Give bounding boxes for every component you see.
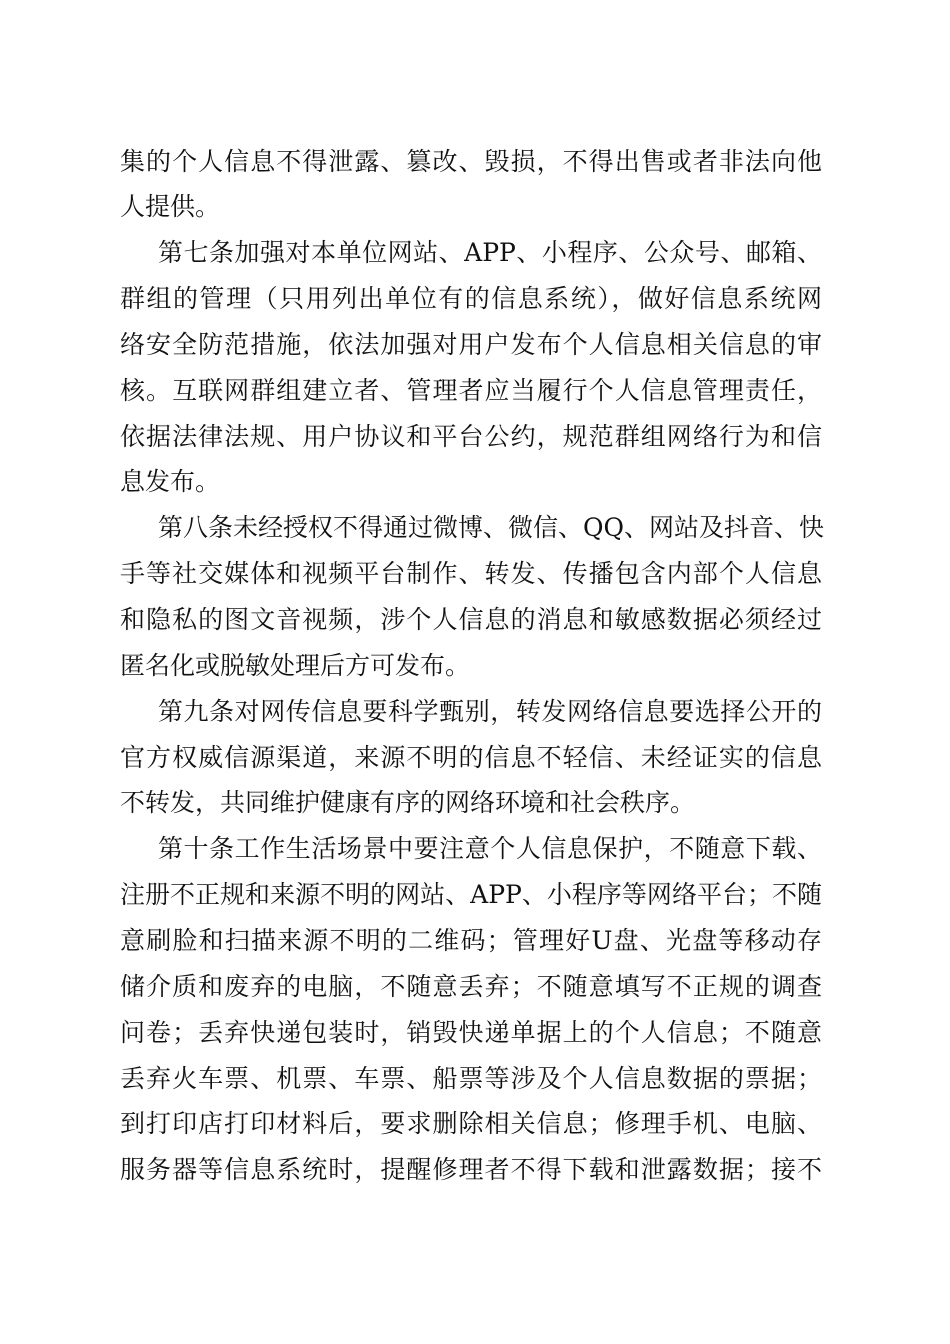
text-line-5: 络安全防范措施，依法加强对用户发布个人信息相关信息的审: [120, 330, 822, 359]
text-line-1: 集的个人信息不得泄露、篡改、毁损，不得出售或者非法向他: [120, 147, 822, 176]
text-line-6: 核。互联网群组建立者、管理者应当履行个人信息管理责任，: [120, 376, 822, 405]
text-line-4: 群组的管理（只用列出单位有的信息系统），做好信息系统网: [120, 284, 822, 313]
text-line-13: 第九条对网传信息要科学甄别，转发网络信息要选择公开的: [158, 697, 822, 726]
text-line-2: 人提供。: [120, 192, 221, 221]
text-line-12: 匿名化或脱敏处理后方可发布。: [120, 651, 471, 680]
text-line-18: 意刷脸和扫描来源不明的二维码；管理好U盘、光盘等移动存: [120, 926, 822, 955]
text-line-8: 息发布。: [120, 467, 221, 496]
text-line-16: 第十条工作生活场景中要注意个人信息保护，不随意下载、: [158, 834, 822, 863]
text-line-21: 丢弃火车票、机票、车票、船票等涉及个人信息数据的票据；: [120, 1064, 822, 1093]
text-line-14: 官方权威信源渠道，来源不明的信息不轻信、未经证实的信息: [120, 743, 822, 772]
text-line-10: 手等社交媒体和视频平台制作、转发、传播包含内部个人信息: [120, 559, 822, 588]
text-line-15: 不转发，共同维护健康有序的网络环境和社会秩序。: [120, 788, 696, 817]
text-line-9: 第八条未经授权不得通过微博、微信、QQ、网站及抖音、快: [158, 513, 824, 542]
text-line-17: 注册不正规和来源不明的网站、APP、小程序等网络平台；不随: [120, 880, 822, 909]
text-line-19: 储介质和废弃的电脑，不随意丢弃；不随意填写不正规的调查: [120, 972, 822, 1001]
text-line-20: 问卷；丢弃快递包装时，销毁快递单据上的个人信息；不随意: [120, 1018, 822, 1047]
text-line-7: 依据法律法规、用户协议和平台公约，规范群组网络行为和信: [120, 422, 822, 451]
text-line-11: 和隐私的图文音视频，涉个人信息的消息和敏感数据必须经过: [120, 605, 822, 634]
text-line-3: 第七条加强对本单位网站、APP、小程序、公众号、邮箱、: [158, 238, 822, 267]
text-line-22: 到打印店打印材料后，要求删除相关信息；修理手机、电脑、: [120, 1109, 822, 1138]
text-line-23: 服务器等信息系统时，提醒修理者不得下载和泄露数据；接不: [120, 1155, 822, 1184]
